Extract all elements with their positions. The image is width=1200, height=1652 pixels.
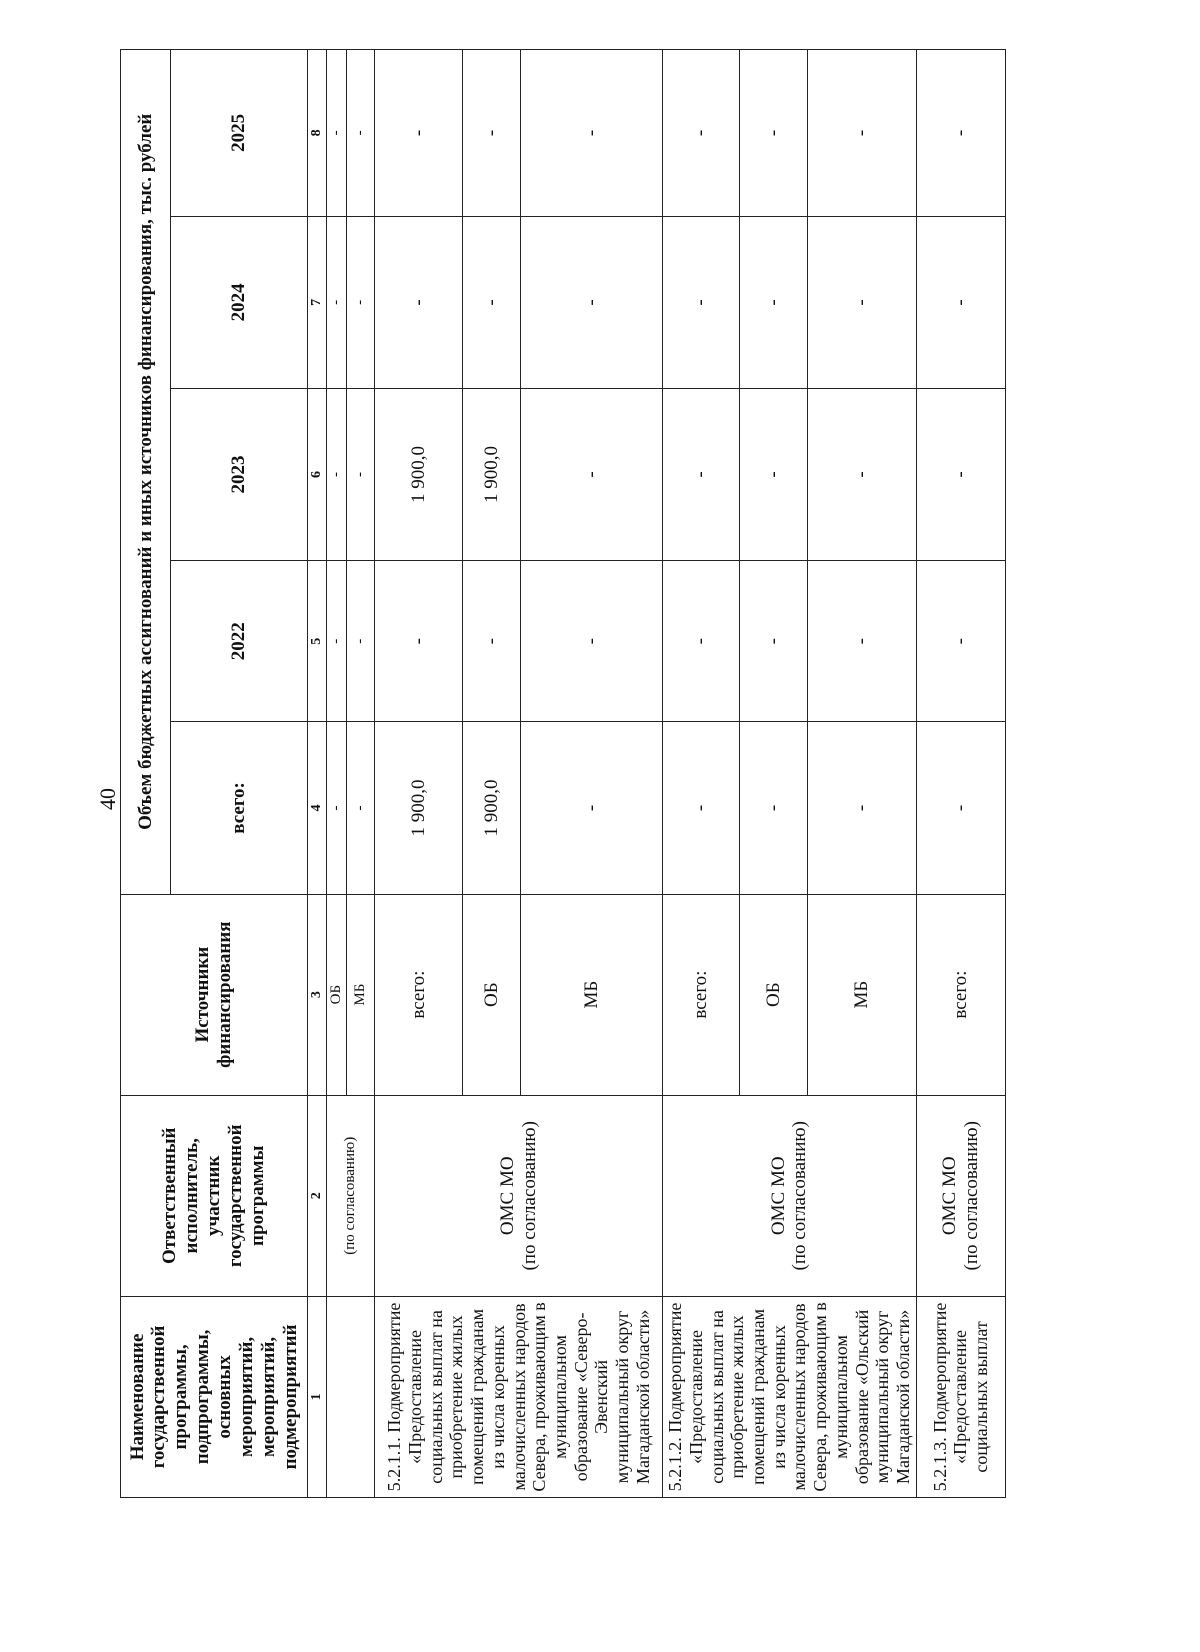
- header-name: Наименование государственной программы, подпрограммы, основных мероприятий, мероприятий, подмероприятий: [121, 1296, 308, 1497]
- value-cell: -: [521, 561, 663, 722]
- value-cell: -: [521, 50, 663, 217]
- value-cell: -: [739, 50, 807, 217]
- executor-line1: ОМС МО: [497, 1156, 518, 1236]
- column-number: 5: [308, 561, 327, 722]
- column-number-row: [308, 50, 327, 1498]
- header-2022: 2022: [171, 561, 308, 722]
- table-row: [663, 50, 740, 1498]
- value-cell: -: [916, 216, 1005, 388]
- value-cell: -: [463, 561, 521, 722]
- executor-cell: [916, 1095, 1005, 1296]
- name-cell: 5.2.1.1. Подмероприятие «Предоставление социальных выплат на приобретение жилых помещений гражданам из числа коренных малочисленных народов Севера, проживающим в муниципальном образование «Северо-Эвенский муниципальный округ Магаданской области»: [375, 1296, 663, 1497]
- value-cell: -: [739, 388, 807, 560]
- value-cell: -: [916, 722, 1005, 894]
- value-cell: -: [808, 216, 916, 388]
- value-cell: -: [739, 561, 807, 722]
- value-cell: -: [327, 561, 347, 722]
- value-cell: -: [375, 561, 463, 722]
- column-number: 7: [308, 216, 327, 388]
- name-cell: 5.2.1.3. Подмероприятие «Предоставление социальных выплат: [916, 1296, 1005, 1497]
- header-volume: Объем бюджетных ассигнований и иных источников финансирования, тыс. рублей: [121, 50, 171, 895]
- header-2023: 2023: [171, 388, 308, 560]
- value-cell: 1 900,0: [463, 722, 521, 894]
- value-cell: -: [375, 216, 463, 388]
- value-cell: -: [375, 50, 463, 217]
- source-cell: МБ: [521, 894, 663, 1095]
- value-cell: -: [808, 50, 916, 217]
- column-number: 8: [308, 50, 327, 217]
- table-row: [375, 50, 463, 1498]
- value-cell: -: [808, 388, 916, 560]
- table-row: [327, 50, 347, 1498]
- value-cell: -: [327, 722, 347, 894]
- header-sources: Источники финансирования: [121, 894, 308, 1095]
- source-cell: МБ: [347, 894, 375, 1095]
- column-number: 4: [308, 722, 327, 894]
- name-cell: [327, 1296, 375, 1497]
- value-cell: -: [521, 216, 663, 388]
- value-cell: -: [347, 50, 375, 217]
- value-cell: 1 900,0: [463, 388, 521, 560]
- rotated-table-wrapper: [120, 49, 1195, 1498]
- value-cell: 1 900,0: [375, 722, 463, 894]
- source-cell: всего:: [916, 894, 1005, 1095]
- value-cell: -: [663, 722, 740, 894]
- executor-line2: (по согласованию): [518, 1121, 540, 1271]
- value-cell: -: [663, 50, 740, 217]
- financing-table: [120, 49, 1006, 1498]
- value-cell: -: [347, 388, 375, 560]
- value-cell: -: [808, 722, 916, 894]
- column-number: 1: [308, 1296, 327, 1497]
- column-number: 6: [308, 388, 327, 560]
- header-executor: Ответственный исполнитель, участник государственной программы: [121, 1095, 308, 1296]
- source-cell: МБ: [808, 894, 916, 1095]
- value-cell: -: [521, 722, 663, 894]
- value-cell: -: [327, 216, 347, 388]
- header-2024: 2024: [171, 216, 308, 388]
- value-cell: -: [739, 216, 807, 388]
- value-cell: -: [521, 388, 663, 560]
- executor-line1: ОМС МО: [767, 1156, 789, 1236]
- source-cell: ОБ: [327, 894, 347, 1095]
- source-cell: ОБ: [739, 894, 807, 1095]
- source-cell: всего:: [375, 894, 463, 1095]
- value-cell: -: [327, 388, 347, 560]
- value-cell: -: [916, 561, 1005, 722]
- value-cell: -: [739, 722, 807, 894]
- value-cell: -: [347, 561, 375, 722]
- executor-cell: [663, 1095, 916, 1296]
- header-2025: 2025: [171, 50, 308, 217]
- value-cell: -: [327, 50, 347, 217]
- value-cell: -: [463, 50, 521, 217]
- executor-line1: ОМС МО: [938, 1156, 960, 1236]
- source-cell: ОБ: [463, 894, 521, 1095]
- value-cell: -: [347, 216, 375, 388]
- value-cell: -: [916, 388, 1005, 560]
- value-cell: -: [663, 388, 740, 560]
- name-cell: 5.2.1.2. Подмероприятие «Предоставление социальных выплат на приобретение жилых помещений гражданам из числа коренных малочисленных народов Севера, проживающим в муниципальном образование «Ольский муниципальный округ Магаданской области»: [663, 1296, 916, 1497]
- executor-cell: [375, 1095, 663, 1296]
- value-cell: -: [663, 216, 740, 388]
- value-cell: -: [808, 561, 916, 722]
- table-row: [916, 50, 1005, 1498]
- source-cell: всего:: [663, 894, 740, 1095]
- value-cell: 1 900,0: [375, 388, 463, 560]
- value-cell: -: [663, 561, 740, 722]
- page-number: 40: [95, 788, 120, 810]
- executor-cell: (по согласованию): [327, 1095, 375, 1296]
- column-number: 2: [308, 1095, 327, 1296]
- executor-line2: (по согласованию): [789, 1121, 811, 1271]
- executor-line2: (по согласованию): [960, 1121, 982, 1271]
- value-cell: -: [347, 722, 375, 894]
- header-total: всего:: [171, 722, 308, 894]
- column-number: 3: [308, 894, 327, 1095]
- value-cell: -: [463, 216, 521, 388]
- value-cell: -: [916, 50, 1005, 217]
